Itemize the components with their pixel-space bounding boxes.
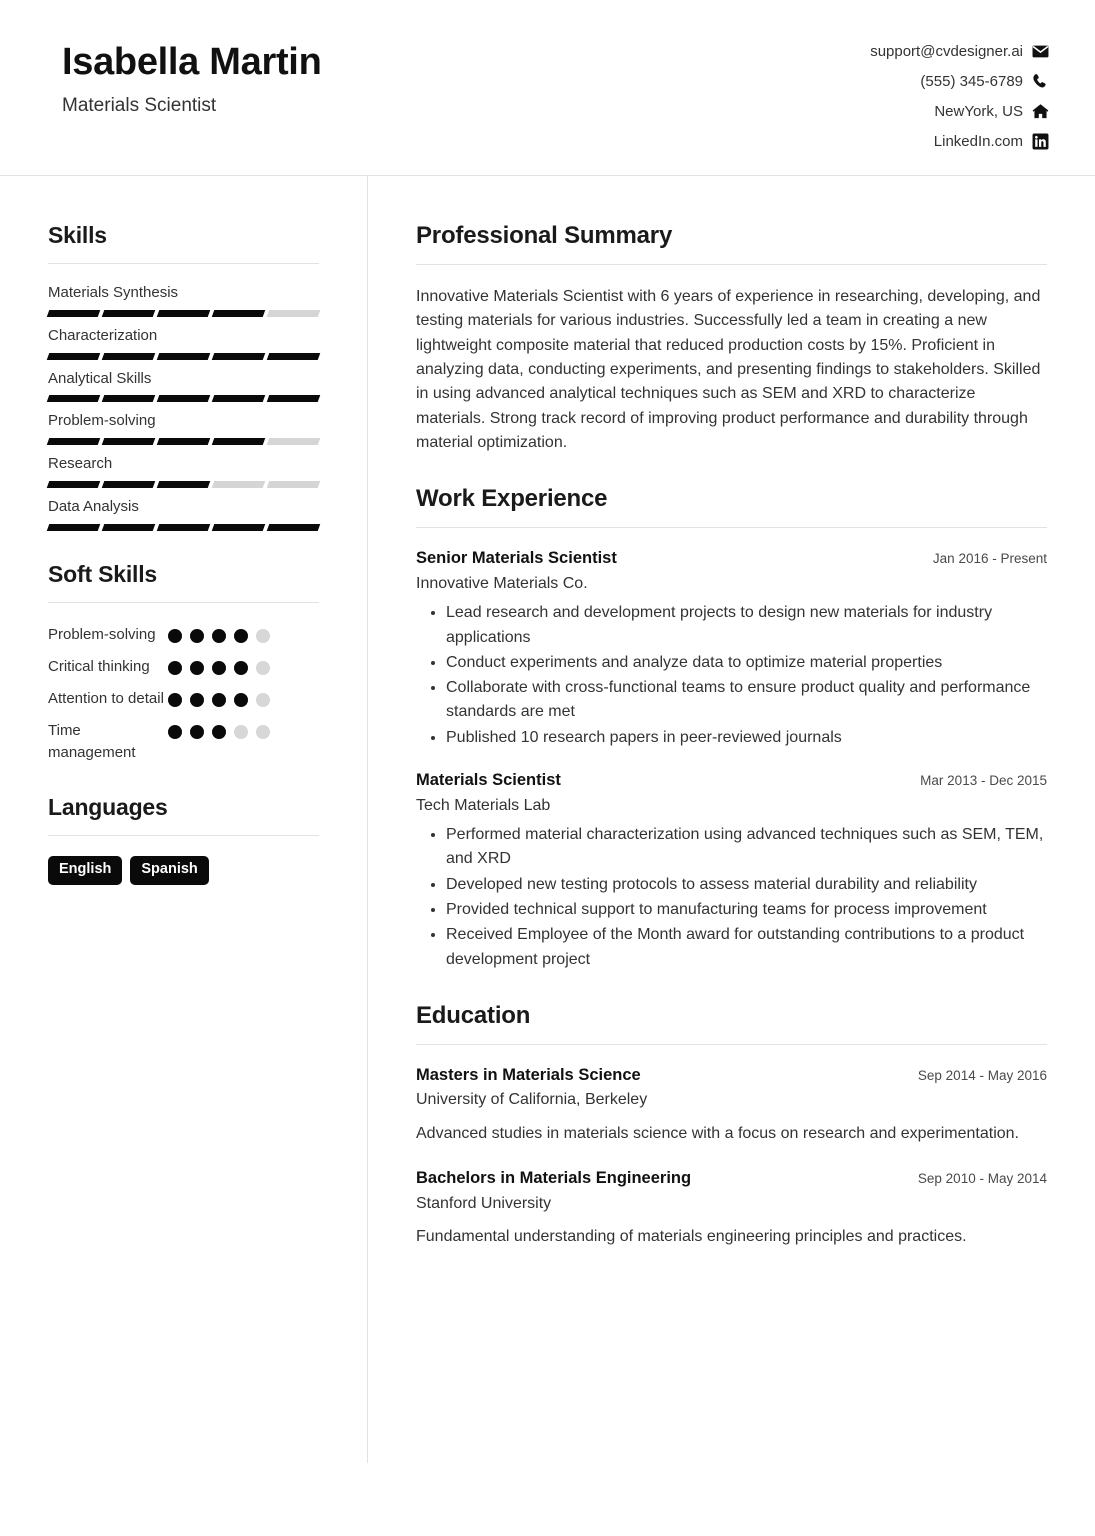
soft-skill-item bbox=[48, 719, 319, 764]
skill-bar-segment bbox=[102, 353, 156, 360]
soft-skills-list bbox=[48, 623, 319, 764]
skill-bar-segment bbox=[212, 524, 266, 531]
work-entry-bullets bbox=[416, 823, 1047, 972]
linkedin-icon bbox=[1032, 133, 1049, 150]
education-list bbox=[416, 1065, 1047, 1250]
skill-bar-segment bbox=[157, 524, 211, 531]
education-entry-date: Sep 2014 - May 2016 bbox=[917, 1068, 1047, 1083]
skill-bar-segment bbox=[267, 438, 321, 445]
rating-dot bbox=[190, 629, 204, 643]
rating-dot bbox=[190, 725, 204, 739]
soft-skill-item bbox=[48, 687, 319, 717]
languages-heading-rule bbox=[48, 835, 319, 836]
skill-bar-segment bbox=[157, 353, 211, 360]
education-entry-institution: University of California, Berkeley bbox=[416, 1091, 648, 1109]
skill-bar-segment bbox=[157, 438, 211, 445]
skill-bar-segment bbox=[47, 310, 101, 317]
work-entry-bullet: • Collaborate with cross-functional teams to ensure product quality and performance standards are met bbox=[446, 676, 1047, 725]
skill-bar-segment bbox=[47, 353, 101, 360]
skill-label: Data Analysis bbox=[48, 497, 139, 515]
skill-item bbox=[48, 498, 319, 531]
skill-label: Characterization bbox=[48, 326, 158, 344]
rating-dot bbox=[234, 661, 248, 675]
work-entry-bullet: • Conduct experiments and analyze data to optimize material properties bbox=[446, 651, 1047, 675]
candidate-job-title: Materials Scientist bbox=[62, 94, 217, 116]
sidebar-column bbox=[0, 176, 367, 1463]
soft-skills-heading-rule bbox=[48, 602, 319, 603]
work-entry-bullet: • Published 10 research papers in peer-reviewed journals bbox=[446, 726, 1047, 750]
skill-bar-segment bbox=[47, 524, 101, 531]
work-entry-header bbox=[416, 548, 1047, 569]
skill-item bbox=[48, 284, 319, 317]
home-icon bbox=[1032, 103, 1049, 120]
skill-label: Research bbox=[48, 455, 113, 472]
skill-bar-segment bbox=[267, 310, 321, 317]
education-entry-description: Fundamental understanding of materials engineering principles and practices. bbox=[416, 1228, 967, 1246]
summary-heading: Professional Summary bbox=[416, 222, 673, 249]
soft-skill-rating bbox=[168, 655, 278, 675]
skill-bar bbox=[48, 310, 319, 317]
education-heading-rule bbox=[416, 1044, 1047, 1045]
contact-linkedin[interactable] bbox=[870, 133, 1049, 150]
skill-item bbox=[48, 455, 319, 488]
skill-bar-segment bbox=[212, 310, 266, 317]
education-section bbox=[416, 1002, 1047, 1250]
work-entry bbox=[416, 770, 1047, 972]
skills-list bbox=[48, 284, 319, 531]
language-pill[interactable]: Spanish bbox=[130, 856, 208, 885]
skill-bar bbox=[48, 353, 319, 360]
contact-email[interactable] bbox=[870, 43, 1049, 60]
contact-phone-text: (555) 345-6789 bbox=[920, 73, 1023, 90]
work-entry-bullet: • Received Employee of the Month award for outstanding contributions to a product development project bbox=[446, 923, 1047, 972]
rating-dot bbox=[190, 661, 204, 675]
work-entry-organization: Tech Materials Lab bbox=[416, 796, 551, 814]
education-entry-date: Sep 2010 - May 2014 bbox=[917, 1171, 1047, 1187]
skill-label: Analytical Skills bbox=[48, 369, 152, 387]
skill-bar-segment bbox=[267, 395, 321, 402]
skill-label: Materials Synthesis bbox=[48, 284, 179, 301]
main-column bbox=[368, 176, 1095, 1463]
rating-dot bbox=[234, 725, 248, 739]
skill-label: Problem-solving bbox=[48, 412, 156, 430]
soft-skill-item bbox=[48, 655, 319, 685]
work-entry-bullet: • Developed new testing protocols to assess material durability and reliability bbox=[446, 873, 1047, 897]
skill-bar-segment bbox=[212, 353, 266, 360]
rating-dot bbox=[168, 661, 182, 675]
skill-item bbox=[48, 412, 319, 445]
identity-block bbox=[62, 38, 321, 117]
contact-phone[interactable] bbox=[870, 73, 1049, 90]
resume-header bbox=[0, 0, 1095, 176]
work-experience-list bbox=[416, 548, 1047, 972]
work-entry-bullets bbox=[416, 601, 1047, 750]
rating-dot bbox=[256, 693, 270, 707]
contact-location bbox=[870, 103, 1049, 120]
skill-bar bbox=[48, 395, 319, 402]
skill-bar-segment bbox=[47, 438, 101, 445]
work-experience-section bbox=[416, 485, 1047, 972]
soft-skill-label: Attention to detail bbox=[48, 689, 164, 707]
soft-skills-section bbox=[48, 561, 319, 764]
rating-dot bbox=[168, 629, 182, 643]
work-entry-bullet: • Provided technical support to manufacturing teams for process improvement bbox=[446, 898, 1047, 922]
rating-dot bbox=[168, 725, 182, 739]
skills-heading: Skills bbox=[48, 222, 107, 248]
resume-body bbox=[0, 176, 1095, 1463]
soft-skill-rating bbox=[168, 719, 278, 739]
languages-list bbox=[48, 856, 319, 885]
work-entry-header bbox=[416, 770, 1047, 791]
skill-bar-segment bbox=[157, 395, 211, 402]
skills-section bbox=[48, 222, 319, 531]
rating-dot bbox=[256, 629, 270, 643]
education-heading: Education bbox=[416, 1002, 531, 1029]
summary-text: Innovative Materials Scientist with 6 years of experience in researching, developing, and testing materials for various industries. Successfully led a team in creating a new lightweight composite material that reduced production costs by 15%. Proficient in analyzing data, conducting experiments, and presenting findings to stakeholders. Skilled in using advanced analytical techniques such as SEM and XRD to characterize materials. Strong track record of improving product performance and durability through material optimization. bbox=[416, 288, 1041, 451]
rating-dot bbox=[212, 661, 226, 675]
skill-bar bbox=[48, 524, 319, 531]
soft-skills-heading: Soft Skills bbox=[48, 560, 157, 587]
work-entry bbox=[416, 548, 1047, 750]
skill-bar-segment bbox=[102, 310, 156, 317]
soft-skill-label: Time management bbox=[48, 721, 136, 761]
soft-skill-rating bbox=[168, 623, 278, 643]
work-entry-bullet: • Lead research and development projects to design new materials for industry applications bbox=[446, 601, 1047, 650]
candidate-name: Isabella Martin bbox=[62, 41, 322, 83]
contact-block bbox=[870, 38, 1049, 163]
work-entry-bullet: • Performed material characterization using advanced techniques such as SEM, TEM, and XRD bbox=[446, 823, 1047, 872]
skills-heading-rule bbox=[48, 263, 319, 264]
rating-dot bbox=[234, 629, 248, 643]
education-entry-description: Advanced studies in materials science with a focus on research and experimentation. bbox=[416, 1125, 1019, 1143]
work-entry-title: Senior Materials Scientist bbox=[416, 549, 617, 568]
contact-location-text: NewYork, US bbox=[934, 103, 1023, 120]
work-entry-date: Jan 2016 - Present bbox=[932, 551, 1047, 567]
education-entry-institution: Stanford University bbox=[416, 1194, 552, 1212]
rating-dot bbox=[212, 725, 226, 739]
skill-item bbox=[48, 370, 319, 403]
skill-bar-segment bbox=[157, 481, 211, 488]
work-entry-date: Mar 2013 - Dec 2015 bbox=[920, 773, 1047, 789]
summary-section bbox=[416, 222, 1047, 455]
language-pill[interactable]: English bbox=[48, 856, 122, 885]
skill-bar-segment bbox=[102, 524, 156, 531]
skill-bar-segment bbox=[102, 481, 156, 488]
work-experience-heading-rule bbox=[416, 527, 1047, 528]
skill-bar bbox=[48, 438, 319, 445]
education-entry-degree: Bachelors in Materials Engineering bbox=[416, 1169, 692, 1188]
education-entry-header bbox=[416, 1168, 1047, 1189]
envelope-icon bbox=[1032, 43, 1049, 60]
education-entry bbox=[416, 1065, 1047, 1146]
work-entry-title: Materials Scientist bbox=[416, 771, 561, 790]
skill-bar bbox=[48, 481, 319, 488]
rating-dot bbox=[234, 693, 248, 707]
skill-bar-segment bbox=[212, 481, 266, 488]
rating-dot bbox=[212, 629, 226, 643]
languages-heading: Languages bbox=[48, 793, 168, 820]
skill-bar-segment bbox=[267, 353, 321, 360]
summary-heading-rule bbox=[416, 264, 1047, 265]
rating-dot bbox=[190, 693, 204, 707]
rating-dot bbox=[256, 725, 270, 739]
work-entry-organization: Innovative Materials Co. bbox=[416, 574, 588, 592]
rating-dot bbox=[256, 661, 270, 675]
phone-icon bbox=[1032, 73, 1049, 90]
rating-dot bbox=[212, 693, 226, 707]
skill-bar-segment bbox=[102, 438, 156, 445]
skill-bar-segment bbox=[47, 395, 101, 402]
education-entry bbox=[416, 1168, 1047, 1249]
education-entry-header bbox=[416, 1065, 1047, 1086]
skill-bar-segment bbox=[102, 395, 156, 402]
skill-item bbox=[48, 327, 319, 360]
skill-bar-segment bbox=[47, 481, 101, 488]
work-experience-heading: Work Experience bbox=[416, 485, 608, 513]
skill-bar-segment bbox=[267, 524, 321, 531]
soft-skill-item bbox=[48, 623, 319, 653]
contact-email-text: support@cvdesigner.ai bbox=[870, 43, 1023, 60]
contact-linkedin-text: LinkedIn.com bbox=[933, 133, 1023, 150]
skill-bar-segment bbox=[212, 395, 266, 402]
skill-bar-segment bbox=[157, 310, 211, 317]
rating-dot bbox=[168, 693, 182, 707]
soft-skill-rating bbox=[168, 687, 278, 707]
soft-skill-label: Critical thinking bbox=[48, 657, 150, 675]
skill-bar-segment bbox=[212, 438, 266, 445]
soft-skill-label: Problem-solving bbox=[48, 625, 156, 643]
skill-bar-segment bbox=[267, 481, 321, 488]
education-entry-degree: Masters in Materials Science bbox=[416, 1066, 641, 1084]
languages-section bbox=[48, 794, 319, 885]
